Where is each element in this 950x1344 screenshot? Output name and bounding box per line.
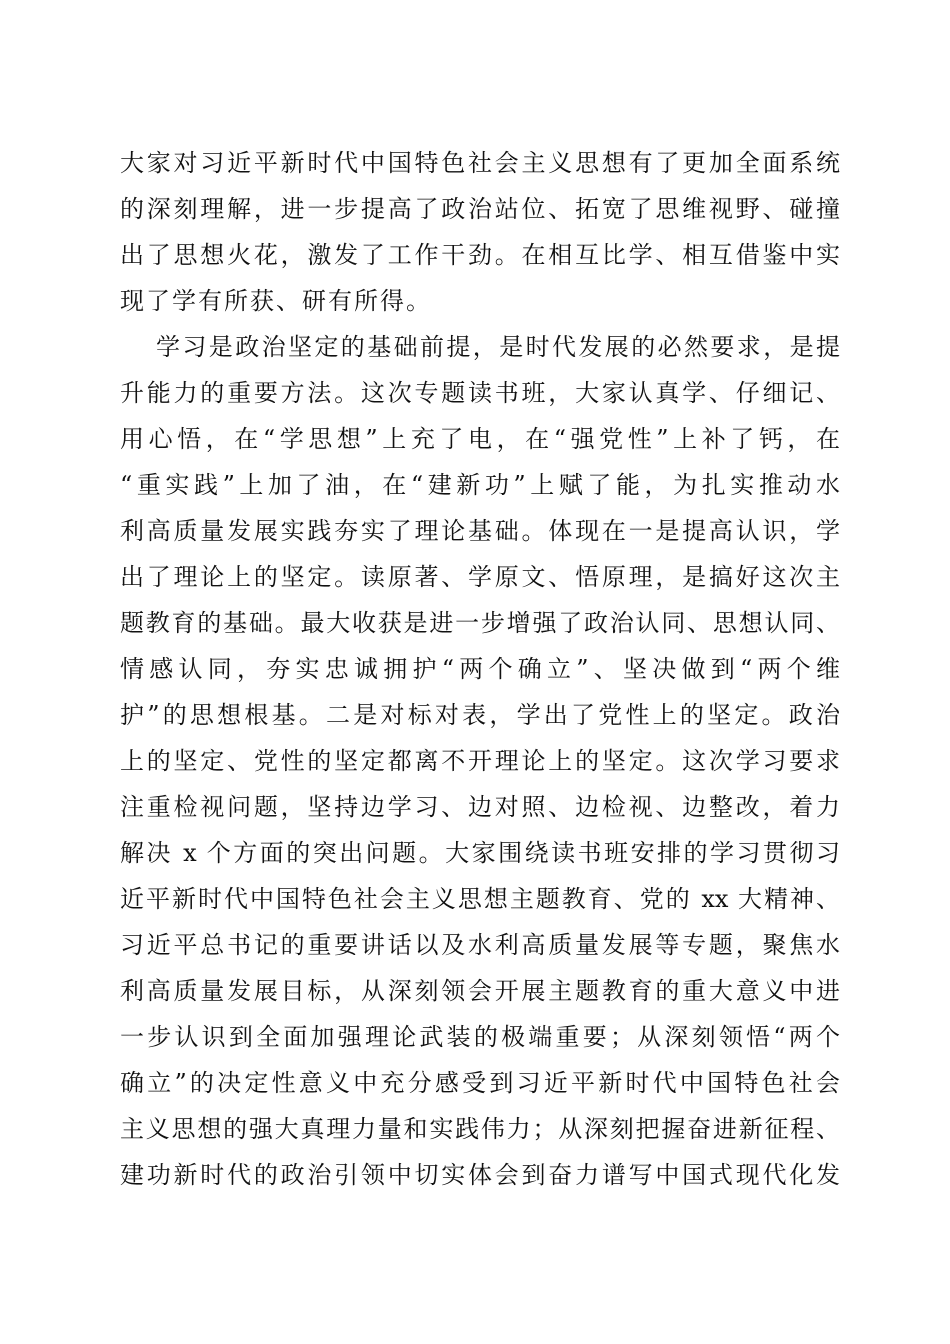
- text-line: 主义思想的强大真理力量和实践伟力；从深刻把握奋进新征程、: [120, 1115, 840, 1143]
- text-line: 注重检视问题，坚持边学习、边对照、边检视、边整改，着力: [120, 793, 840, 821]
- text-line: 大家对习近平新时代中国特色社会主义思想有了更加全面系统: [120, 149, 840, 177]
- text-line: 习近平总书记的重要讲话以及水利高质量发展等专题，聚焦水: [120, 931, 840, 959]
- text-line: 升能力的重要方法。这次专题读书班，大家认真学、仔细记、: [120, 379, 840, 407]
- text-line: 的深刻理解，进一步提高了政治站位、拓宽了思维视野、碰撞: [120, 195, 840, 223]
- text-line: 解决 x 个方面的突出问题。大家围绕读书班安排的学习贯彻习: [120, 839, 840, 867]
- text-line: “重实践”上加了油，在“建新功”上赋了能，为扎实推动水: [120, 471, 840, 499]
- text-line: 近平新时代中国特色社会主义思想主题教育、党的 xx 大精神、: [120, 885, 840, 913]
- text-line: 出了理论上的坚定。读原著、学原文、悟原理，是搞好这次主: [120, 563, 840, 591]
- text-line: 护”的思想根基。二是对标对表，学出了党性上的坚定。政治: [120, 701, 840, 729]
- text-line: 一步认识到全面加强理论武装的极端重要；从深刻领悟“两个: [120, 1023, 840, 1051]
- body-text: [120, 140, 840, 1198]
- text-line: 利高质量发展实践夯实了理论基础。体现在一是提高认识，学: [120, 517, 840, 545]
- text-line: 确立”的决定性意义中充分感受到习近平新时代中国特色社会: [120, 1069, 840, 1097]
- text-line: 现了学有所获、研有所得。: [120, 287, 432, 315]
- text-line: 利高质量发展目标，从深刻领会开展主题教育的重大意义中进: [120, 977, 840, 1005]
- text-line: 建功新时代的政治引领中切实体会到奋力谱写中国式现代化发: [120, 1161, 840, 1189]
- text-line: 题教育的基础。最大收获是进一步增强了政治认同、思想认同、: [120, 609, 840, 637]
- text-line: 上的坚定、党性的坚定都离不开理论上的坚定。这次学习要求: [120, 747, 840, 775]
- text-line: 情感认同，夯实忠诚拥护“两个确立”、坚决做到“两个维: [120, 655, 840, 683]
- text-line: 用心悟，在“学思想”上充了电，在“强党性”上补了钙，在: [120, 425, 840, 453]
- text-line: 学习是政治坚定的基础前提，是时代发展的必然要求，是提: [156, 333, 840, 361]
- text-line: 出了思想火花，激发了工作干劲。在相互比学、相互借鉴中实: [120, 241, 840, 269]
